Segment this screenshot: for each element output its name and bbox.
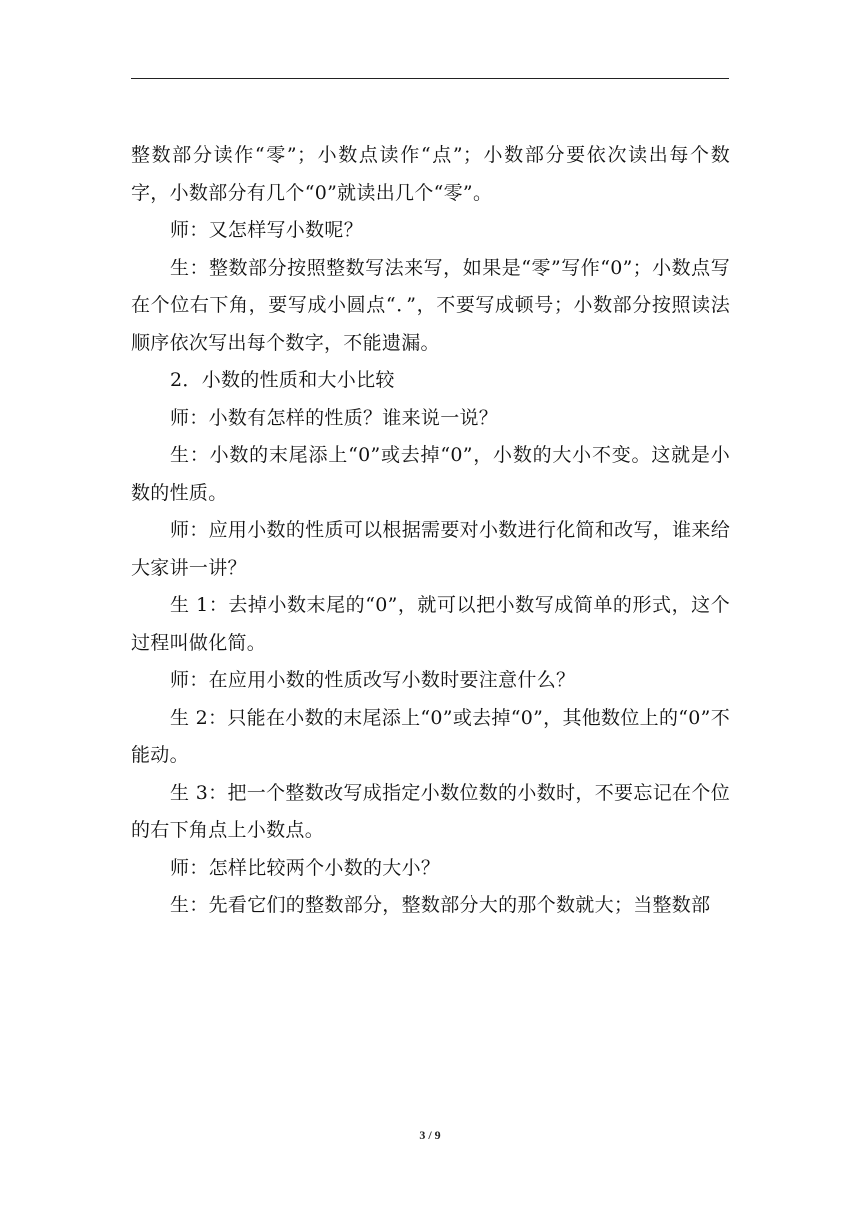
paragraph: 师：小数有怎样的性质？谁来说一说？ [170, 406, 499, 429]
header-rule [131, 78, 729, 79]
paragraph: 师：在应用小数的性质改写小数时要注意什么？ [170, 669, 576, 691]
paragraph: 生 1：去掉小数末尾的“0”，就可以把小数写成简单的形式，这个过程叫做化简。 [131, 594, 730, 654]
paragraph: 生：先看它们的整数部分，整数部分大的那个数就大；当整数部 [170, 894, 711, 916]
paragraph-continuation: 整数部分读作“零”；小数点读作“点”；小数部分要依次读出每个数字，小数部分有几个“0”就读出几个“零”。 [131, 144, 730, 204]
paragraph: 师：怎样比较两个小数的大小？ [170, 856, 441, 879]
paragraph: 生：整数部分按照整数写法来写，如果是“零”写作“0”；小数点写在个位右下角，要写成小圆点“．”，不要写成顿号；小数部分按照读法顺序依次写出每个数字，不能遗漏。 [131, 256, 730, 354]
paragraph: 师：应用小数的性质可以根据需要对小数进行化简和改写，谁来给大家讲一讲？ [131, 519, 730, 579]
page-number: 3 / 9 [419, 1128, 441, 1142]
document-body [131, 137, 730, 925]
paragraph: 生 3：把一个整数改写成指定小数位数的小数时，不要忘记在个位的右下角点上小数点。 [131, 781, 730, 841]
section-heading: 2．小数的性质和大小比较 [170, 369, 395, 391]
paragraph: 师：又怎样写小数呢？ [170, 219, 364, 241]
paragraph: 生：小数的末尾添上“0”或去掉“0”，小数的大小不变。这就是小数的性质。 [131, 444, 730, 504]
paragraph: 生 2：只能在小数的末尾添上“0”或去掉“0”，其他数位上的“0”不能动。 [131, 706, 730, 766]
